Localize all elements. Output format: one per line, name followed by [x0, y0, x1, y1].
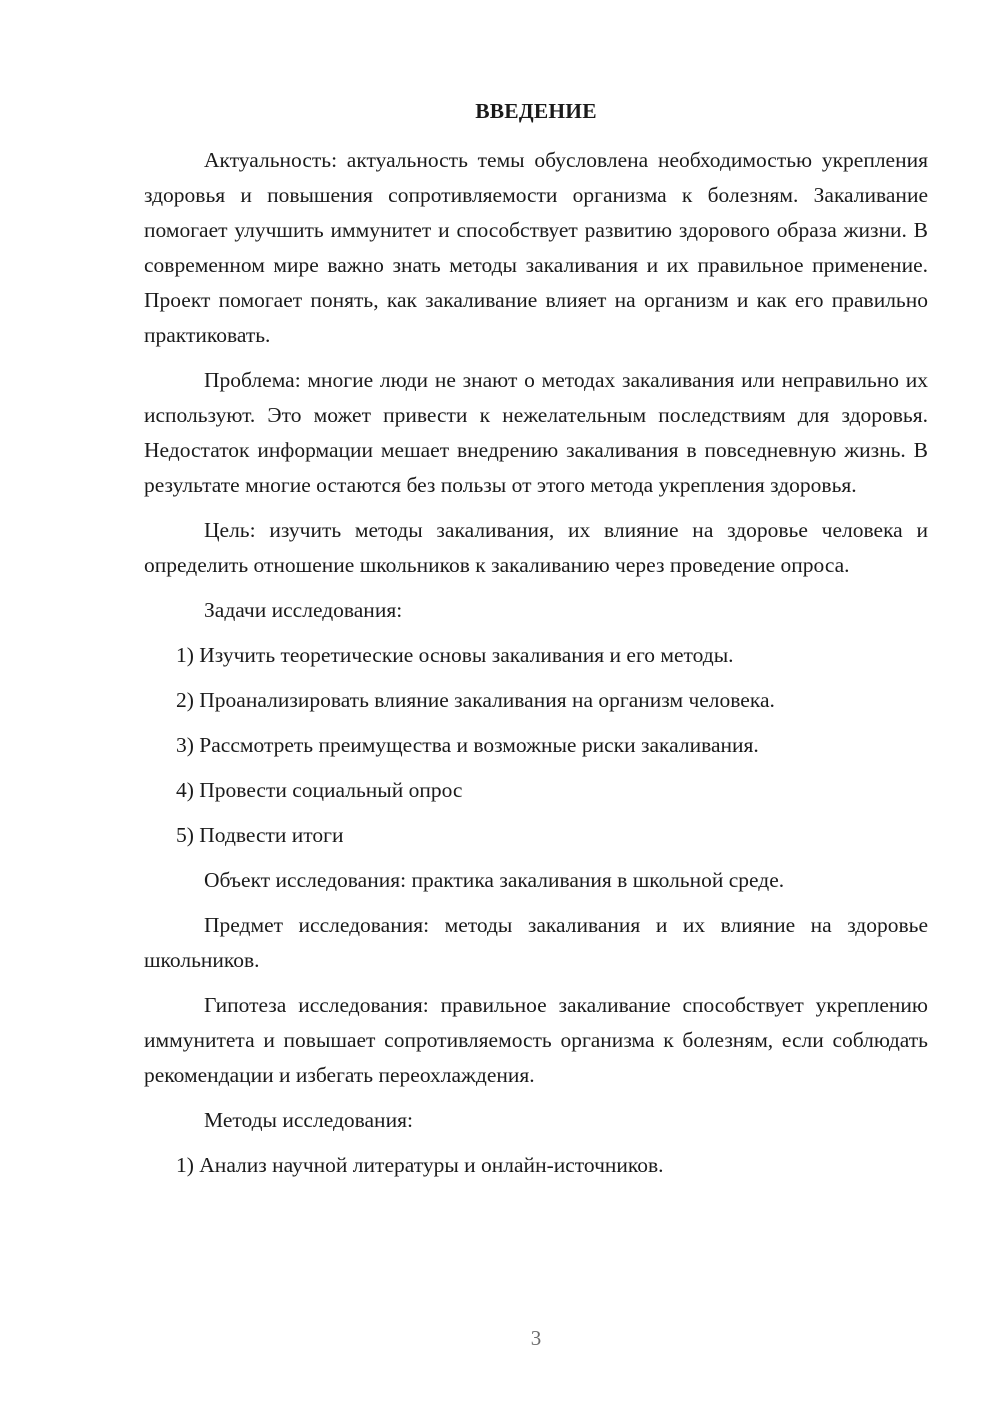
problem-paragraph: Проблема: многие люди не знают о методах закаливания или неправильно их используют. Это может привести к нежелательным последствиям для здоровья. Недостаток информации мешает внедрению закаливания в повседневную жизнь. В результате многие остаются без пользы от этого метода укрепления здоровья. [144, 368, 928, 497]
object-paragraph: Объект исследования: практика закаливания в школьной среде. [204, 868, 785, 892]
page-number: 3 [530, 1326, 542, 1350]
tasks-list [144, 638, 928, 853]
relevance-paragraph: Актуальность: актуальность темы обусловлена необходимостью укрепления здоровья и повышения сопротивляемости организма к болезням. Закаливание помогает улучшить иммунитет и способствует развитию здорового образа жизни. В современном мире важно знать методы закаливания и их правильное применение. Проект помогает понять, как закаливание влияет на организм и как его правильно практиковать. [144, 148, 928, 347]
goal-paragraph: Цель: изучить методы закаливания, их влияние на здоровье человека и определить отношение школьников к закаливанию через проведение опроса. [144, 518, 928, 577]
section-title: ВВЕДЕНИЕ [475, 99, 597, 123]
methods-heading: Методы исследования: [204, 1108, 413, 1132]
task-item: 5) Подвести итоги [176, 823, 344, 847]
document-page [144, 94, 928, 1183]
tasks-heading: Задачи исследования: [204, 598, 403, 622]
task-item: 3) Рассмотреть преимущества и возможные риски закаливания. [176, 733, 759, 757]
hypothesis-paragraph: Гипотеза исследования: правильное закаливание способствует укреплению иммунитета и повышает сопротивляемость организма к болезням, если соблюдать рекомендации и избегать переохлаждения. [144, 993, 928, 1087]
task-item: 4) Провести социальный опрос [176, 778, 463, 802]
method-item: 1) Анализ научной литературы и онлайн-источников. [176, 1153, 664, 1177]
methods-list [144, 1148, 928, 1183]
task-item: 1) Изучить теоретические основы закаливания и его методы. [176, 643, 734, 667]
subject-paragraph: Предмет исследования: методы закаливания и их влияние на здоровье школьников. [144, 913, 928, 972]
task-item: 2) Проанализировать влияние закаливания на организм человека. [176, 688, 775, 712]
